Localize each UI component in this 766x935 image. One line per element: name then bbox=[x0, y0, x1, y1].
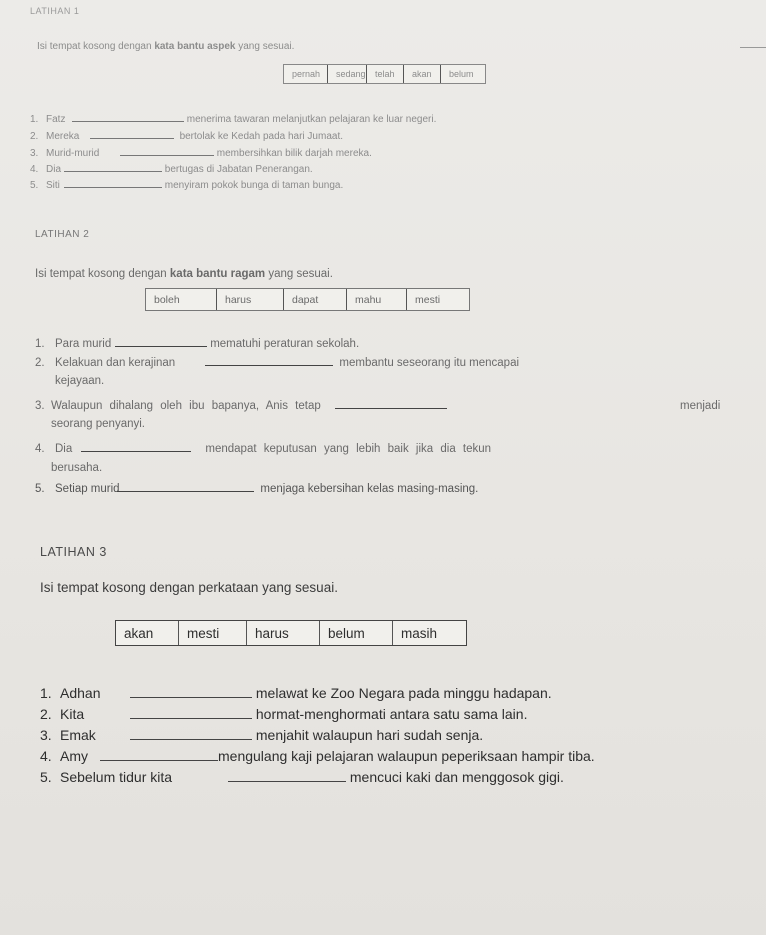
edge-line bbox=[740, 47, 766, 48]
answer-blank[interactable] bbox=[228, 781, 346, 782]
answer-blank[interactable] bbox=[335, 408, 447, 409]
word-option: mahu bbox=[347, 289, 407, 310]
question-2-2: 2. Kelakuan dan kerajinan membantu seseorang itu mencapai bbox=[35, 357, 520, 369]
word-option: mesti bbox=[179, 621, 247, 645]
latihan-1-instruction bbox=[37, 41, 294, 52]
question-1-3: 3. Murid-murid membersihkan bilik darjah mereka. bbox=[30, 148, 372, 159]
question-3-3: 3. Emak menjahit walaupun hari sudah senja. bbox=[40, 727, 484, 743]
answer-blank[interactable] bbox=[115, 346, 207, 347]
latihan-1-title: LATIHAN 1 bbox=[30, 6, 80, 16]
question-2-2-cont: kejayaan. bbox=[55, 375, 105, 387]
instruction-text: yang sesuai. bbox=[235, 41, 295, 52]
question-2-3-cont: seorang penyanyi. bbox=[51, 418, 145, 430]
instruction-keyword: kata bantu aspek bbox=[154, 41, 236, 52]
word-option: harus bbox=[247, 621, 320, 645]
answer-blank[interactable] bbox=[90, 138, 174, 139]
word-box-3 bbox=[115, 620, 467, 646]
latihan-3-title: LATIHAN 3 bbox=[40, 545, 107, 559]
question-1-2: 2. Mereka bertolak ke Kedah pada hari Jumaat. bbox=[30, 131, 343, 142]
question-1-1: 1. Fatz menerima tawaran melanjutkan pelajaran ke luar negeri. bbox=[30, 114, 437, 125]
word-box-1 bbox=[283, 64, 486, 84]
instruction-text: Isi tempat kosong dengan bbox=[37, 41, 155, 52]
answer-blank[interactable] bbox=[117, 491, 254, 492]
latihan-2-instruction bbox=[35, 268, 333, 280]
answer-blank[interactable] bbox=[81, 451, 191, 452]
question-3-5: 5. Sebelum tidur kita mencuci kaki dan menggosok gigi. bbox=[40, 769, 564, 785]
word-option: masih bbox=[401, 625, 438, 641]
word-option: belum bbox=[320, 621, 393, 645]
question-2-4: 4. Dia mendapat keputusan yang lebih baik jika dia tekun bbox=[35, 443, 492, 455]
question-2-5: 5. Setiap murid menjaga kebersihan kelas masing-masing. bbox=[35, 483, 479, 495]
instruction-text: Isi tempat kosong dengan bbox=[35, 268, 170, 280]
answer-blank[interactable] bbox=[120, 155, 214, 156]
latihan-3-instruction: Isi tempat kosong dengan perkataan yang sesuai. bbox=[40, 580, 338, 595]
answer-blank[interactable] bbox=[100, 760, 218, 761]
answer-blank[interactable] bbox=[72, 121, 184, 122]
word-option: belum bbox=[449, 69, 474, 79]
word-option: harus bbox=[217, 289, 284, 310]
word-option: akan bbox=[116, 621, 179, 645]
word-box-2 bbox=[145, 288, 470, 311]
question-3-1: 1. Adhan melawat ke Zoo Negara pada minggu hadapan. bbox=[40, 685, 552, 701]
word-option: telah bbox=[367, 65, 404, 83]
word-option: pernah bbox=[284, 65, 328, 83]
latihan-2-title: LATIHAN 2 bbox=[35, 229, 90, 240]
question-2-3-end: menjadi bbox=[680, 400, 721, 412]
answer-blank[interactable] bbox=[64, 171, 162, 172]
question-2-4-cont: berusaha. bbox=[51, 462, 103, 474]
question-2-1: 1. Para murid mematuhi peraturan sekolah. bbox=[35, 338, 360, 350]
answer-blank[interactable] bbox=[64, 187, 162, 188]
answer-blank[interactable] bbox=[205, 365, 333, 366]
word-option: sedang bbox=[328, 65, 367, 83]
question-2-3: 3. Walaupun dihalang oleh ibu bapanya, Anis tetap bbox=[35, 400, 447, 412]
instruction-keyword: kata bantu ragam bbox=[169, 268, 266, 280]
word-option: mesti bbox=[415, 293, 441, 306]
answer-blank[interactable] bbox=[130, 718, 252, 719]
answer-blank[interactable] bbox=[130, 697, 252, 698]
word-option: boleh bbox=[146, 289, 217, 310]
question-1-4: 4. Dia bertugas di Jabatan Penerangan. bbox=[30, 164, 313, 175]
question-3-2: 2. Kita hormat-menghormati antara satu sama lain. bbox=[40, 706, 528, 722]
word-option: akan bbox=[404, 65, 441, 83]
word-option: dapat bbox=[284, 289, 347, 310]
answer-blank[interactable] bbox=[130, 739, 252, 740]
question-1-5: 5. Siti menyiram pokok bunga di taman bunga. bbox=[30, 180, 344, 191]
instruction-text: yang sesuai. bbox=[265, 268, 333, 280]
question-3-4: 4. Amy mengulang kaji pelajaran walaupun peperiksaan hampir tiba. bbox=[40, 748, 595, 764]
